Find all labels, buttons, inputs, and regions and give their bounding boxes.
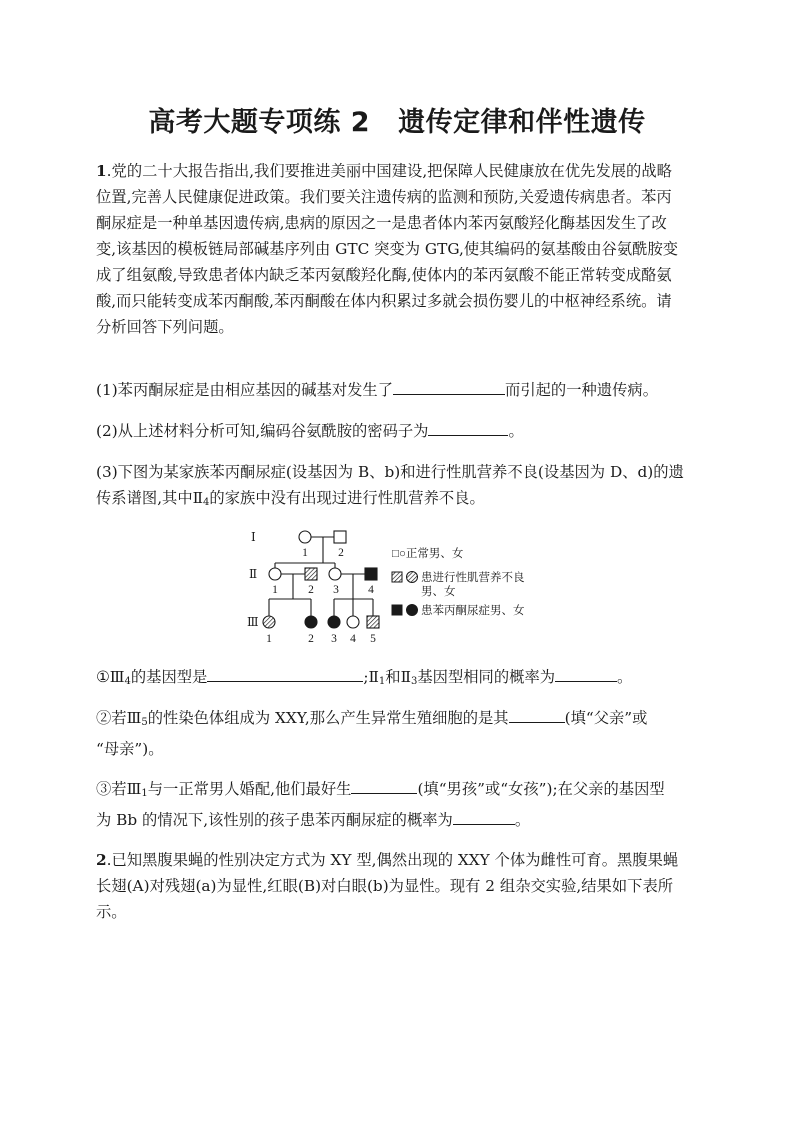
q1-c2-text: ②若Ⅲ [96, 709, 142, 727]
title-left: 高考大题专项练 2 [148, 107, 371, 138]
q1-c2-text: 的性染色体组成为 XXY,那么产生异常生殖细胞的是其 [147, 709, 509, 727]
q1-c2-line2: “母亲”)。 [96, 740, 164, 758]
subscript: 1 [141, 788, 148, 799]
individual-number: 3 [331, 633, 337, 645]
answer-blank[interactable] [428, 419, 508, 436]
pedigree-diagram [245, 527, 565, 647]
individual-I2 [334, 531, 346, 543]
q1-c1-text: ①Ⅲ [96, 668, 125, 686]
q1-sub2-text: (2)从上述材料分析可知,编码谷氨酰胺的密码子为 [96, 422, 429, 440]
legend-hatched-circle [407, 572, 418, 583]
q1-sub3-line: (3)下图为某家族苯丙酮尿症(设基因为 B、b)和进行性肌营养不良(设基因为 D、d)的遗 [96, 463, 684, 481]
q1-intro-line: 酮尿症是一种单基因遗传病,患病的原因之一是患者体内苯丙氨酸羟化酶基因发生了改 [96, 214, 667, 232]
pedigree-legend [392, 546, 525, 617]
generation-label-I: Ⅰ [251, 530, 256, 544]
answer-blank[interactable] [555, 665, 617, 682]
individual-number: 2 [308, 633, 314, 645]
q2-number: 2 [96, 851, 107, 869]
individual-number: 5 [370, 633, 376, 645]
answer-blank[interactable] [509, 706, 565, 723]
answer-blank[interactable] [453, 808, 515, 825]
q2 [96, 847, 702, 925]
individual-III5 [367, 616, 379, 628]
title-right: 遗传定律和伴性遗传 [398, 107, 646, 138]
q1-intro-line: 分析回答下列问题。 [96, 318, 234, 336]
individual-II3 [329, 568, 341, 580]
answer-blank[interactable] [351, 777, 417, 794]
q1-intro-line: 酸,而只能转变成苯丙酮酸,苯丙酮酸在体内积累过多就会损伤婴儿的中枢神经系统。请 [96, 292, 672, 310]
q1-sub3-line: 的家族中没有出现过进行性肌营养不良。 [209, 489, 485, 507]
q1-c3-text: 为 Bb 的情况下,该性别的孩子患苯丙酮尿症的概率为 [96, 811, 453, 829]
generation-label-II: Ⅱ [249, 567, 258, 581]
legend-solid-square [392, 605, 402, 615]
individual-number: 2 [308, 584, 314, 596]
q1-sub3-line: 传系谱图,其中Ⅱ [96, 489, 204, 507]
generation-label-III: Ⅲ [247, 615, 259, 629]
legend-normal: □○正常男、女 [392, 548, 464, 560]
q1-c1-text: 基因型相同的概率为 [417, 668, 556, 686]
individual-number: 1 [266, 633, 272, 645]
legend-hatched-square [392, 572, 402, 582]
q1-c3 [96, 776, 702, 833]
legend-pku: 患苯丙酮尿症男、女 [421, 605, 525, 617]
individual-number: 4 [350, 633, 356, 645]
q1-c1 [96, 664, 702, 695]
individual-II2 [305, 568, 317, 580]
subscript: 1 [378, 676, 386, 687]
q1-c3-text: ③若Ⅲ [96, 780, 142, 798]
q1-intro-line: 成了组氨酸,导致患者体内缺乏苯丙氨酸羟化酶,使体内的苯丙氨酸不能正常转变成酪氨 [96, 266, 672, 284]
q1-c3-text: (填“男孩”或“女孩”);在父亲的基因型 [417, 780, 665, 798]
legend-dmd: 患进行性肌营养不良 [421, 572, 525, 584]
q1-sub1-text-end: 而引起的一种遗传病。 [505, 381, 658, 399]
q1-sub1 [96, 377, 702, 403]
q2-line: 示。 [96, 903, 127, 921]
q1-c3-text-end: 。 [514, 811, 531, 829]
individual-number: 1 [272, 584, 278, 596]
q2-line: .已知黑腹果蝇的性别决定方式为 XY 型,偶然出现的 XXY 个体为雌性可育。黑腹果蝇 [106, 851, 679, 869]
individual-III4 [347, 616, 359, 628]
q1-c2-text: (填“父亲”或 [564, 709, 648, 727]
individual-number: 4 [368, 584, 374, 596]
q1-c1-text: ;Ⅱ [363, 668, 379, 686]
q1-number: 1 [96, 162, 107, 180]
q1-sub3 [96, 459, 702, 516]
q1-c2 [96, 705, 702, 762]
q1-intro-line: 变,该基因的模板链局部碱基序列由 GTC 突变为 GTG,使其编码的氨基酸由谷氨酰胺变 [96, 240, 679, 258]
q1-c1-text: 和Ⅱ [385, 668, 411, 686]
answer-blank[interactable] [393, 378, 505, 395]
q1-c3-text: 与一正常男人婚配,他们最好生 [147, 780, 352, 798]
q1-sub2 [96, 418, 702, 444]
q1-c1-text: 的基因型是 [130, 668, 208, 686]
subscript: 5 [141, 717, 148, 728]
individual-II4 [365, 568, 377, 580]
q1-sub1-text: (1)苯丙酮尿症是由相应基因的碱基对发生了 [96, 381, 394, 399]
q1-intro-line: .党的二十大报告指出,我们要推进美丽中国建设,把保障人民健康放在优先发展的战略 [106, 162, 672, 180]
legend-dmd-sex: 男、女 [421, 586, 456, 598]
q1-intro-line: 位置,完善人民健康促进政策。我们要关注遗传病的监测和预防,关爱遗传病患者。苯丙 [96, 188, 672, 206]
individual-III3 [328, 616, 340, 628]
individual-III2 [305, 616, 317, 628]
q1-c1-text-end: 。 [617, 668, 633, 686]
subscript: 3 [410, 676, 418, 687]
individual-I1 [299, 531, 311, 543]
individual-number: 3 [333, 584, 339, 596]
q1-sub2-text-end: 。 [508, 422, 524, 440]
q2-line: 长翅(A)对残翅(a)为显性,红眼(B)对白眼(b)为显性。现有 2 组杂交实验,结果如下表所 [96, 877, 674, 895]
q1-intro [96, 158, 702, 340]
subscript: 4 [203, 497, 210, 508]
individual-number: 1 [302, 547, 308, 559]
individual-II1 [269, 568, 281, 580]
individual-number: 2 [338, 547, 344, 559]
page-title [0, 100, 794, 139]
legend-solid-circle [407, 605, 418, 616]
individual-III1 [263, 616, 275, 628]
subscript: 4 [124, 676, 131, 687]
answer-blank[interactable] [207, 665, 363, 682]
